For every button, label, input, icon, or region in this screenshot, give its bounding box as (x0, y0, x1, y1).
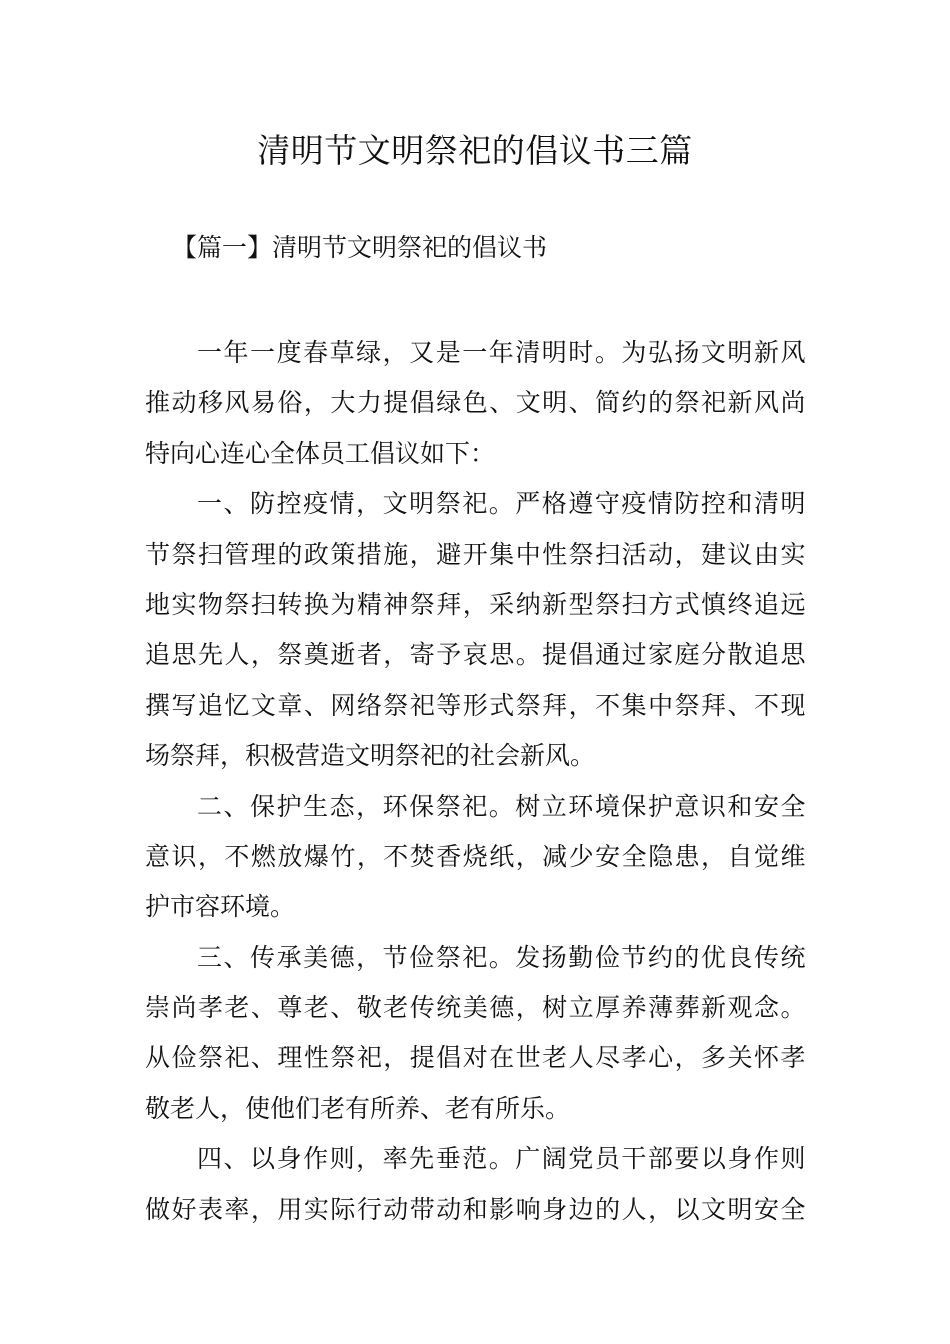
body-line: 敬老人，使他们老有所养、老有所乐。 (145, 1093, 571, 1123)
body-line: 特向心连心全体员工倡议如下： (145, 438, 496, 468)
document-body (145, 328, 807, 1235)
body-line: 节祭扫管理的政策措施，避开集中性祭扫活动，建议由实 (145, 539, 807, 569)
body-line: 推动移风易俗，大力提倡绿色、文明、简约的祭祀新风尚 (145, 388, 807, 418)
section-heading: 【篇一】清明节文明祭祀的倡议书 (172, 233, 548, 262)
body-line: 一年一度春草绿，又是一年清明时。为弘扬文明新风 (197, 338, 807, 367)
body-line: 追思先人，祭奠逝者，寄予哀思。提倡通过家庭分散追思 (145, 640, 807, 670)
body-line: 崇尚孝老、尊老、敬老传统美德，树立厚养薄葬新观念。 (145, 993, 807, 1023)
body-line: 四、以身作则，率先垂范。广阔党员干部要以身作则 (197, 1144, 807, 1174)
body-line: 撰写追忆文章、网络祭祀等形式祭拜，不集中祭拜、不现 (145, 690, 807, 720)
body-line: 场祭拜，积极营造文明祭祀的社会新风。 (145, 741, 596, 771)
body-line: 护市容环境。 (145, 892, 296, 922)
body-line: 二、保护生态，环保祭祀。树立环境保护意识和安全 (197, 791, 807, 821)
body-line: 一、防控疫情，文明祭祀。严格遵守疫情防控和清明 (197, 489, 807, 519)
body-line: 做好表率，用实际行动带动和影响身边的人，以文明安全 (145, 1194, 807, 1224)
body-line: 意识，不燃放爆竹，不焚香烧纸，减少安全隐患，自觉维 (145, 841, 807, 871)
document-title: 清明节文明祭祀的倡议书三篇 (257, 131, 693, 170)
body-line: 地实物祭扫转换为精神祭拜，采纳新型祭扫方式慎终追远 (145, 589, 807, 619)
body-line: 从俭祭祀、理性祭祀，提倡对在世老人尽孝心，多关怀孝 (145, 1043, 807, 1073)
body-line: 三、传承美德，节俭祭祀。发扬勤俭节约的优良传统 (197, 942, 807, 972)
